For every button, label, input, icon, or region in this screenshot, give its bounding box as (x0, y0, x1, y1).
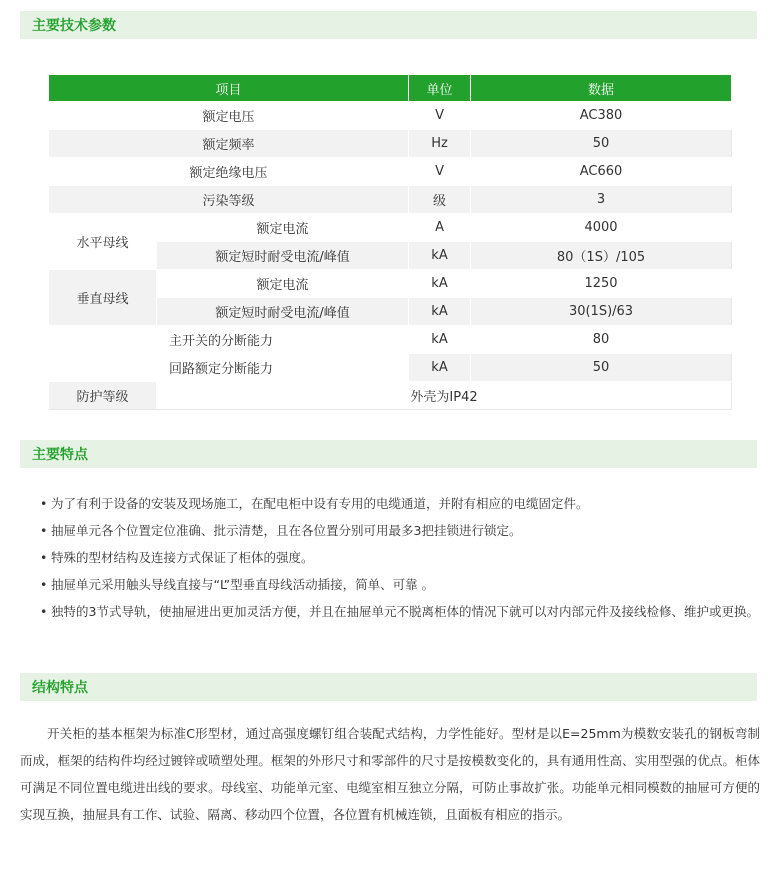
list-item: • 为了有利于设备的安装及现场施工，在配电柜中设有专用的电缆通道，并附有相应的电缆固定件。 (40, 490, 760, 517)
table-row (49, 102, 732, 130)
row-label: 额定频率 (49, 130, 409, 158)
row-value: 1250 (471, 270, 732, 298)
row-value: AC380 (471, 102, 732, 130)
section-title-features: 主要特点 (32, 447, 88, 463)
table-row (49, 186, 732, 214)
header-unit: 单位 (409, 75, 471, 102)
row-value: 80（1S）/105 (471, 242, 732, 270)
row-label: 额定电流 (157, 214, 409, 242)
list-item: • 独特的3节式导轨，使抽屉进出更加灵活方便，并且在抽屉单元不脱离柜体的情况下就可以对内部元件及接线检修、维护或更换。 (40, 598, 760, 625)
row-unit: V (409, 102, 471, 130)
row-unit: V (409, 158, 471, 186)
row-value: 4000 (471, 214, 732, 242)
row-unit: kA (409, 242, 471, 270)
blank-cell (49, 326, 157, 354)
header-data: 数据 (471, 75, 732, 102)
row-label: 回路额定分断能力 (157, 354, 409, 382)
table-row (49, 326, 732, 354)
table-header-row (49, 75, 732, 102)
group-horizontal-bus: 水平母线 (49, 214, 157, 270)
row-label: 主开关的分断能力 (157, 326, 409, 354)
spec-table (48, 74, 732, 410)
row-label: 额定短时耐受电流/峰值 (157, 242, 409, 270)
row-value: 50 (471, 130, 732, 158)
table-row (49, 270, 732, 298)
row-label: 额定电压 (49, 102, 409, 130)
row-unit: kA (409, 354, 471, 382)
group-vertical-bus: 垂直母线 (49, 270, 157, 326)
row-value: 30(1S)/63 (471, 298, 732, 326)
row-label: 污染等级 (49, 186, 409, 214)
table-row (49, 130, 732, 158)
list-item: • 抽屉单元采用触头导线直接与“L”型垂直母线活动插接，简单、可靠 。 (40, 571, 760, 598)
section-title-params: 主要技术参数 (32, 18, 116, 34)
feature-list (40, 490, 760, 625)
row-unit: Hz (409, 130, 471, 158)
row-label: 额定电流 (157, 270, 409, 298)
list-item: • 特殊的型材结构及连接方式保证了柜体的强度。 (40, 544, 760, 571)
row-unit: A (409, 214, 471, 242)
table-row (49, 214, 732, 242)
row-unit: kA (409, 326, 471, 354)
row-label: 额定短时耐受电流/峰值 (157, 298, 409, 326)
section-header-structure (20, 673, 757, 701)
blank-cell (49, 354, 157, 382)
row-unit: 级 (409, 186, 471, 214)
row-value: 50 (471, 354, 732, 382)
row-unit: kA (409, 298, 471, 326)
protection-value: 外壳为IP42 (157, 382, 732, 410)
table-row (49, 354, 732, 382)
section-header-params (20, 11, 757, 39)
row-value: AC660 (471, 158, 732, 186)
table-row (49, 382, 732, 410)
header-item: 项目 (49, 75, 409, 102)
row-value: 80 (471, 326, 732, 354)
structure-paragraph: 开关柜的基本框架为标准C形型材，通过高强度螺钉组合装配式结构，力学性能好。型材是以E=25mm为模数安装孔的钢板弯制而成，框架的结构件均经过镀锌或喷塑处理。框架的外形尺寸和零部件的尺寸是按模数变化的，具有通用性高、实用型强的优点。柜体可满足不同位置电缆进出线的要求。母线室、功能单元室、电缆室相互独立分隔，可防止事故扩张。功能单元相同模数的抽屉可方便的实现互换，抽屉具有工作、试验、隔离、移动四个位置，各位置有机械连锁，且面板有相应的指示。 (20, 726, 760, 822)
row-value: 3 (471, 186, 732, 214)
table-row (49, 158, 732, 186)
row-unit: kA (409, 270, 471, 298)
section-header-features (20, 440, 757, 468)
list-item: • 抽屉单元各个位置定位准确、批示清楚，且在各位置分别可用最多3把挂锁进行锁定。 (40, 517, 760, 544)
group-protection: 防护等级 (49, 382, 157, 410)
row-label: 额定绝缘电压 (49, 158, 409, 186)
section-title-structure: 结构特点 (32, 680, 88, 696)
